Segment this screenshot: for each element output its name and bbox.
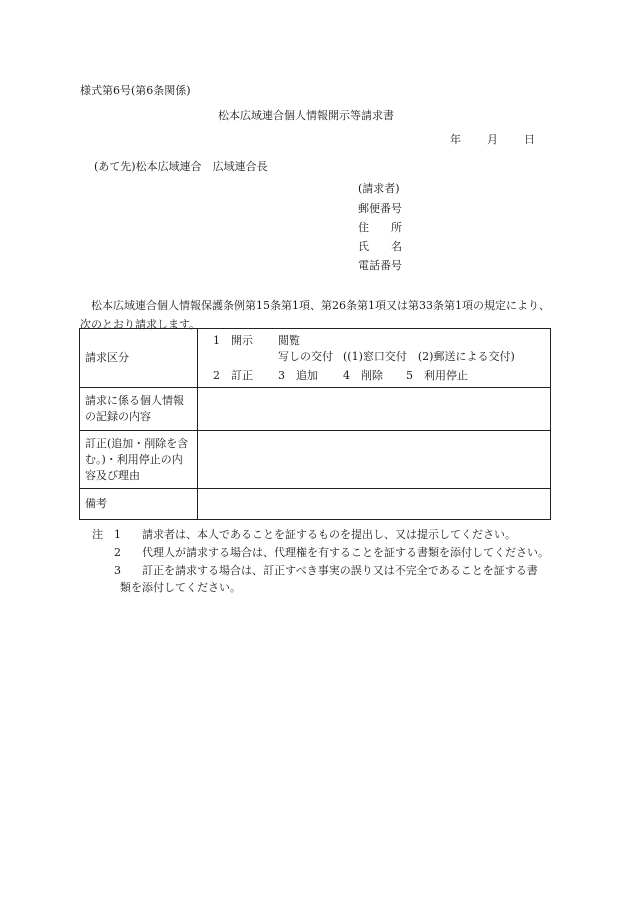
option-inspection[interactable]: 閲覧	[278, 334, 300, 347]
request-form-table	[79, 328, 551, 520]
note-2	[92, 547, 549, 558]
request-type-options	[198, 329, 551, 388]
delivery-method-options[interactable]: ((1)窓口交付 (2)郵送による交付)	[343, 350, 515, 363]
request-type-row	[80, 329, 551, 388]
note-2-text: 代理人が請求する場合は、代理権を有することを証する書類を添付してください。	[142, 546, 549, 559]
reason-label: 訂正(追加・削除を含む。)・利用停止の内容及び理由	[80, 431, 198, 489]
addressee: (あて先)松本広域連合 広域連合長	[94, 160, 268, 173]
document-title: 松本広域連合個人情報開示等請求書	[218, 109, 394, 122]
record-content-row	[80, 388, 551, 431]
requester-header: (請求者)	[358, 182, 400, 195]
date-year: 年	[450, 133, 461, 146]
request-basis-text: 松本広域連合個人情報保護条例第15条第1項、第26条第1項又は第33条第1項の規定により、次のとおり請求します。	[80, 299, 550, 331]
option-deletion[interactable]: 4 削除	[343, 369, 383, 382]
option-correction[interactable]: 2 訂正	[213, 369, 253, 382]
name-label: 氏 名	[358, 240, 402, 253]
notes-head: 注	[92, 528, 103, 541]
option-addition[interactable]: 3 追加	[278, 369, 318, 382]
option-1-number: 1	[213, 334, 220, 347]
remarks-field[interactable]	[198, 489, 551, 520]
note-2-number: 2	[114, 546, 121, 559]
note-3	[92, 565, 538, 576]
remarks-label: 備考	[80, 489, 198, 520]
date-month: 月	[487, 133, 498, 146]
note-1-text: 請求者は、本人であることを証するものを提出し、又は提示してください。	[142, 528, 516, 541]
note-3-text: 訂正を請求する場合は、訂正すべき事実の誤り又は不完全であることを証する書	[142, 564, 538, 577]
option-suspension[interactable]: 5 利用停止	[406, 369, 468, 382]
record-content-label: 請求に係る個人情報の記録の内容	[80, 388, 198, 431]
note-1-number: 1	[114, 528, 121, 541]
date-line	[450, 134, 535, 145]
postal-code-label: 郵便番号	[358, 202, 402, 215]
date-day: 日	[524, 133, 535, 146]
remarks-row	[80, 489, 551, 520]
request-type-label: 請求区分	[80, 329, 198, 388]
reason-row	[80, 431, 551, 489]
form-number-label: 様式第6号(第6条関係)	[80, 84, 191, 97]
option-disclosure[interactable]: 開示	[231, 334, 253, 347]
option-copy-delivery[interactable]: 写しの交付	[278, 350, 333, 363]
phone-label: 電話番号	[358, 259, 402, 272]
note-3-number: 3	[114, 564, 121, 577]
reason-field[interactable]	[198, 431, 551, 489]
note-1	[92, 529, 516, 540]
address-label: 住 所	[358, 221, 402, 234]
note-3-continuation: 類を添付してください。	[120, 581, 241, 594]
record-content-field[interactable]	[198, 388, 551, 431]
